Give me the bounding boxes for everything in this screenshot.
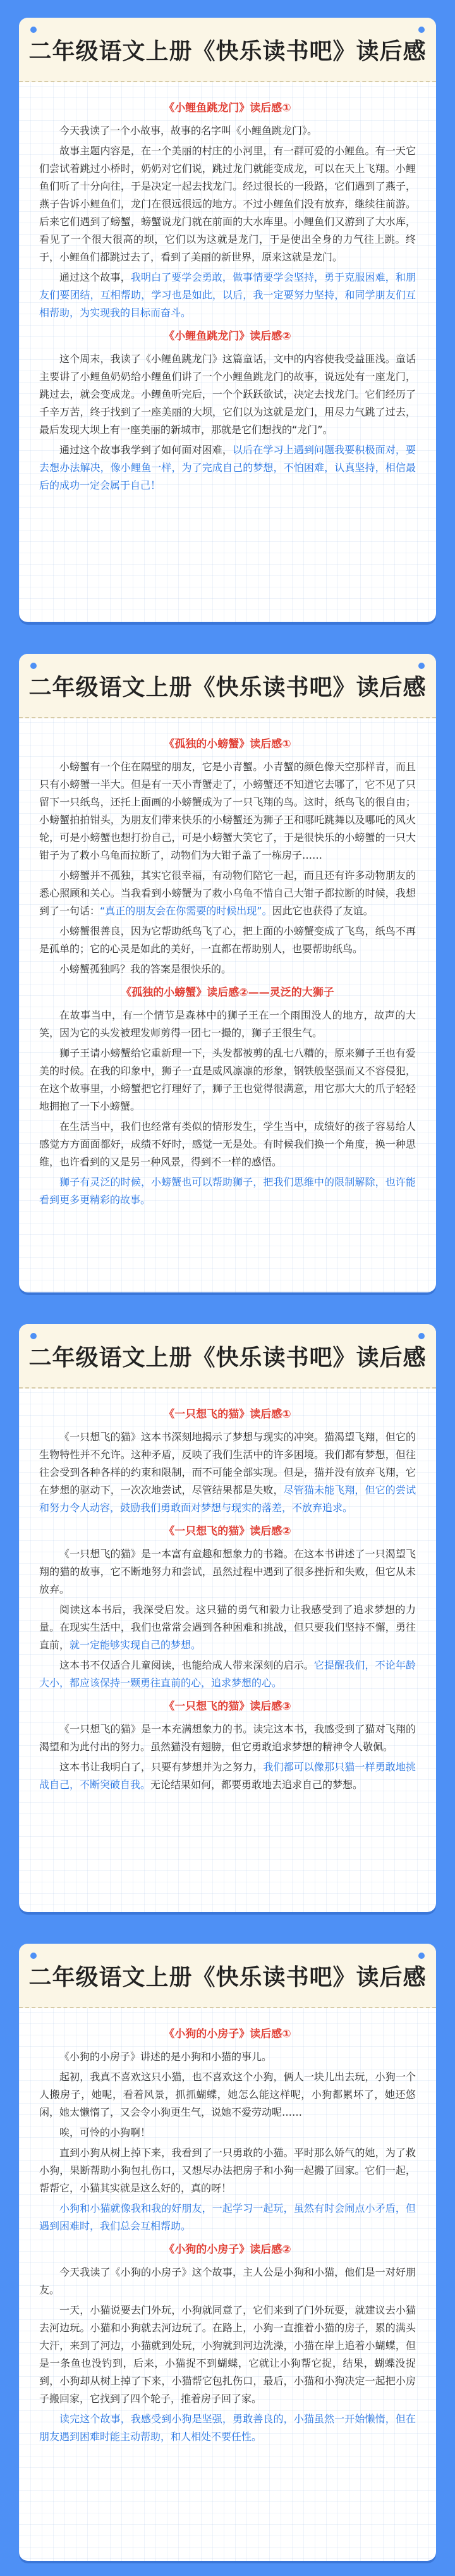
section-subtitle: 《一只想飞的猫》读后感① xyxy=(164,1408,291,1421)
paragraph xyxy=(39,1174,416,1209)
section-subtitle: 《一只想飞的猫》读后感③ xyxy=(164,1700,291,1713)
header-dot-icon xyxy=(30,663,37,669)
header-dot-icon xyxy=(418,1333,425,1339)
paragraph: 通过这个故事，我明白了要学会勇敢，做事情要学会坚持，勇于克服困难，和朋友们要团结，互相帮助，学习也是如此，以后，我一定要努力坚持，和同学朋友们互相帮助，为实现我的目标而奋斗。 xyxy=(39,271,416,319)
paragraph: 《一只想飞的猫》这本书深刻地揭示了梦想与现实的冲突。猫渴望飞翔，但它的生物特性并不允许。这种矛盾，反映了我们生活中的许多困境。我们都有梦想，但往往会受到各种各样的约束和限制，而不可能全部实现。但是，猫并没有放弃飞翔，它在梦想的驱动下，一次次地尝试，尽管结果都是失败，尽管猫未能飞翔，但它的尝试和努力令人动容，鼓励我们勇敢面对梦想与现实的落差，不放弃追求。 xyxy=(39,1431,416,1514)
card-content xyxy=(19,2008,436,2460)
highlight-text: 狮子有灵泛的时候，小螃蟹也可以帮助狮子，把我们思维中的限制解除，也许能看到更多更精彩的故事。 xyxy=(39,1176,416,1206)
highlight-text: 尽管猫未能飞翔，但它的尝试和努力令人动容，鼓励我们勇敢面对梦想与现实的落差，不放弃追求。 xyxy=(39,1484,416,1514)
paragraph: 这个周末，我读了《小鲤鱼跳龙门》这篇童话，文中的内容使我受益匪浅。童话主要讲了小鲤鱼奶奶给小鲤鱼们讲了一个小鲤鱼跳龙门的故事，说远处有一座龙门，跳过去，就会变成龙。小鲤鱼听完后，一个个跃跃欲试，决定去找龙门。它们经历了千辛万苦，终于找到了一座美丽的大坝，它们以为这就是龙门，用尽力气跳了过去，最后发现大坝上有一座美丽的新城市，那就是它们想找的“龙门”。 xyxy=(39,353,416,436)
paragraph: 《小狗的小房子》讲述的是小狗和小猫的事儿。 xyxy=(59,2051,272,2063)
section-subtitle: 《小狗的小房子》读后感② xyxy=(164,2243,291,2256)
card-title: 二年级语文上册《快乐读书吧》读后感 xyxy=(28,1964,427,1990)
paragraph: 小螃蟹有一个住在隔壁的朋友，它是小青蟹。小青蟹的颜色像天空那样青，而且只有小螃蟹一半大。但是有一天小青蟹走了，小螃蟹还不知道它去哪了，它不见了只留下一只纸鸟，还托上面画的小螃蟹成为了一只飞翔的鸟。这时，纸鸟飞的很自由；小螃蟹拍拍钳头，为朋友们带来快乐的小螃蟹还为狮子王和哪吒跳舞以及哪吒的风火轮，可是小螃蟹也想打扮自己，可是小螃蟹大笑它了，于是很快乐的小螃蟹的一只大钳子为了救小乌龟而拉断了，动物们为大钳子盖了一栋房子…… xyxy=(39,761,416,861)
section-subtitle: 《孤独的小螃蟹》读后感① xyxy=(164,738,291,751)
paragraph: 通过这个故事我学到了如何面对困难，以后在学习上遇到问题我要积极面对，要去想办法解决，像小鲤鱼一样，为了完成自己的梦想，不怕困难，认真坚持，相信最后的成功一定会属于自己！ xyxy=(39,444,416,491)
card-content xyxy=(19,1389,436,1808)
card-header xyxy=(19,654,436,718)
highlight-text: 它提醒我们，不论年龄大小，都应该保持一颗勇往直前的心，追求梦想的心。 xyxy=(39,1659,416,1689)
paragraph: 今天我读了《小狗的小房子》这个故事，主人公是小狗和小猫，他们是一对好朋友。 xyxy=(39,2266,416,2296)
paragraph: 在故事当中，有一个情节是森林中的狮子王在一个雨围没人的地方，故声的大笑，因为它的头发被理发师剪得一团七一撮的，狮子王很生气。 xyxy=(39,1009,416,1039)
card-content xyxy=(19,82,436,508)
highlight-text: 小狗和小猫就像我和我的好朋友，一起学习一起玩，虽然有时会闹点小矛盾，但遇到困难时，我们总会互相帮助。 xyxy=(39,2202,416,2232)
highlight-text: 以后在学习上遇到问题我要积极面对，要去想办法解决，像小鲤鱼一样，为了完成自己的梦想，不怕困难，认真坚持，相信最后的成功一定会属于自己！ xyxy=(39,444,416,491)
paragraph: 唉，可怜的小狗啊！ xyxy=(59,2126,151,2138)
section-subtitle: 《小鲤鱼跳龙门》读后感② xyxy=(164,330,291,343)
header-dot-icon xyxy=(30,1333,37,1339)
card-title: 二年级语文上册《快乐读书吧》读后感 xyxy=(28,674,427,701)
paragraph: 小螃蟹并不孤独，其实它很幸福，有动物们陪它一起，而且还有许多动物朋友的悉心照顾和关心。当我看到小螃蟹为了救小乌龟不惜自己大钳子都拉断的时候，我想到了一句话：“真正的朋友会在你需要的时候出现”。因此它也获得了友谊。 xyxy=(39,869,416,917)
section-subtitle: 《孤独的小螃蟹》读后感②——灵泛的大狮子 xyxy=(121,986,334,999)
essay-card-3 xyxy=(19,1324,436,1912)
card-header xyxy=(19,18,436,82)
paragraph: 直到小狗从树上掉下来，我看到了一只勇敢的小猫。平时那么娇气的她，为了救小狗，果断帮助小狗包扎伤口，又想尽办法把房子和小狗一起搬了回家。它们一起，帮帮它，小猫其实就是这么好的，真的呀！ xyxy=(39,2147,416,2194)
header-dot-icon xyxy=(30,27,37,33)
paragraph: 《一只想飞的猫》是一本充满想象力的书。读完这本书，我感受到了猫对飞翔的渴望和为此付出的努力。虽然猫没有翅膀，但它勇敢追求梦想的精神令人敬佩。 xyxy=(39,1723,416,1753)
paragraph: 小螃蟹孤独吗？我的答案是很快乐的。 xyxy=(59,963,232,975)
section-subtitle: 《小狗的小房子》读后感① xyxy=(164,2028,291,2040)
paragraph xyxy=(39,2200,416,2235)
paragraph: 故事主题内容是，在一个美丽的村庄的小河里，有一群可爱的小鲤鱼。有一天它们尝试着跳过小桥时，奶奶对它们说，跳过龙门就能变成龙，可以在天上飞翔。小鲤鱼们听了十分向往，于是决定一起去找龙门。经过很长的一段路，它们遇到了燕子，燕子告诉小鲤鱼们，龙门在很远很远的地方。不过小鲤鱼们没有放弃，继续往前游。后来它们遇到了螃蟹，螃蟹说龙门就在前面的大水库里。小鲤鱼们又游到了大水库，看见了一个很大很高的坝，它们以为这就是龙门，于是使出全身的力气往上跳。终于，小鲤鱼们都跳过去了，看到了美丽的新世界，原来这就是龙门。 xyxy=(39,145,416,263)
paragraph: 这本书不仅适合儿童阅读，也能给成人带来深刻的启示。它提醒我们，不论年龄大小，都应该保持一颗勇往直前的心，追求梦想的心。 xyxy=(39,1659,416,1689)
highlight-text: 我明白了要学会勇敢，做事情要学会坚持，勇于克服困难，和朋友们要团结，互相帮助，学习也是如此，以后，我一定要努力坚持，和同学朋友们互相帮助，为实现我的目标而奋斗。 xyxy=(39,271,416,319)
highlight-text: 我们都可以像那只猫一样勇敢地挑战自己，不断突破自我。 xyxy=(39,1761,416,1791)
essay-card-2 xyxy=(19,654,436,1292)
essay-card-1 xyxy=(19,18,436,622)
paragraph: 狮子王请小螃蟹给它重新理一下，头发都被剪的乱七八糟的，原来狮子王也有爱美的时候。在我的印象中，狮子一直是威风凛凛的形象，钢铁般坚强而又不容侵犯，在这个故事里，小螃蟹把它打理好了，狮子王也觉得很满意，用它那大大的爪子轻轻地拥抱了一下小螃蟹。 xyxy=(39,1047,416,1112)
header-dot-icon xyxy=(418,663,425,669)
section-subtitle: 《小鲤鱼跳龙门》读后感① xyxy=(164,102,291,114)
section-subtitle: 《一只想飞的猫》读后感② xyxy=(164,1525,291,1538)
highlight-text: 读完这个故事，我感受到小狗是坚强，勇敢善良的，小猫虽然一开始懒惰，但在朋友遇到困难时能主动帮助，和人相处不要任性。 xyxy=(39,2413,416,2443)
paragraph: 一天，小猫说要去门外玩，小狗就同意了，它们来到了门外玩耍，就建议去小猫去河边玩。小猫和小狗就去河边玩了。在路上，小狗一直推着小猫的房子，累的满头大汗，来到了河边，小猫就到处玩，小狗就到河边洗澡，小猫在岸上追着小蝴蝶，但是一条鱼也没钓到，后来，小猫捉不到蝴蝶，它就让小狗帮它捉，结果，蝴蝶没捉到，小狗却从树上掉了下来，小猫帮它包扎伤口，最后，小猫和小狗决定一起把小房子搬回家，它找到了四个轮子，推着房子回了家。 xyxy=(39,2304,416,2405)
card-header xyxy=(19,1944,436,2008)
paragraph: 阅读这本书后，我深受启发。这只猫的勇气和毅力让我感受到了追求梦想的力量。在现实生活中，我们也常常会遇到各种困难和挑战，但只要我们坚持不懈，勇往直前，就一定能够实现自己的梦想。 xyxy=(39,1604,416,1651)
highlight-text: 就一定能够实现自己的梦想。 xyxy=(70,1639,202,1651)
card-header xyxy=(19,1324,436,1389)
highlight-text: “真正的朋友会在你需要的时候出现”。 xyxy=(100,905,272,917)
card-title: 二年级语文上册《快乐读书吧》读后感 xyxy=(28,38,427,64)
card-content xyxy=(19,718,436,1223)
card-title: 二年级语文上册《快乐读书吧》读后感 xyxy=(28,1344,427,1371)
paragraph: 这本书让我明白了，只要有梦想并为之努力，我们都可以像那只猫一样勇敢地挑战自己，不断突破自我。无论结果如何，都要勇敢地去追求自己的梦想。 xyxy=(39,1761,416,1791)
paragraph: 起初，我真不喜欢这只小猫，也不喜欢这个小狗，俩人一块儿出去玩，小狗一个人搬房子，她呢，看着风景，抓抓蝴蝶，她怎么能这样呢，小狗都累坏了，她还悠闲，她太懒惰了，又会令小狗更生气，说她不爱劳动呢…… xyxy=(39,2071,416,2118)
header-dot-icon xyxy=(418,27,425,33)
header-dot-icon xyxy=(30,1953,37,1959)
paragraph: 《一只想飞的猫》是一本富有童趣和想象力的书籍。在这本书讲述了一只渴望飞翔的猫的故事，它不断地努力和尝试，虽然过程中遇到了很多挫折和失败，但它从未放弃。 xyxy=(39,1548,416,1595)
essay-card-4 xyxy=(19,1944,436,2561)
paragraph: 今天我读了一个小故事，故事的名字叫《小鲤鱼跳龙门》。 xyxy=(59,125,318,137)
paragraph: 小螃蟹很善良，因为它帮助纸鸟飞了心，把上面的小螃蟹变成了飞鸟，纸鸟不再是孤单的；它的心灵是如此的美好，一直都在帮助别人，也要帮助纸鸟。 xyxy=(39,925,416,955)
paragraph xyxy=(39,2410,416,2446)
paragraph: 在生活当中，我们也经常有类似的情形发生，学生当中，成绩好的孩子容易给人感觉方方面面都好，成绩不好时，感觉一无是处。有时候我们换一个角度，换一种思维，也许看到的又是另一种风景，得到不一样的感悟。 xyxy=(39,1120,416,1168)
header-dot-icon xyxy=(418,1953,425,1959)
